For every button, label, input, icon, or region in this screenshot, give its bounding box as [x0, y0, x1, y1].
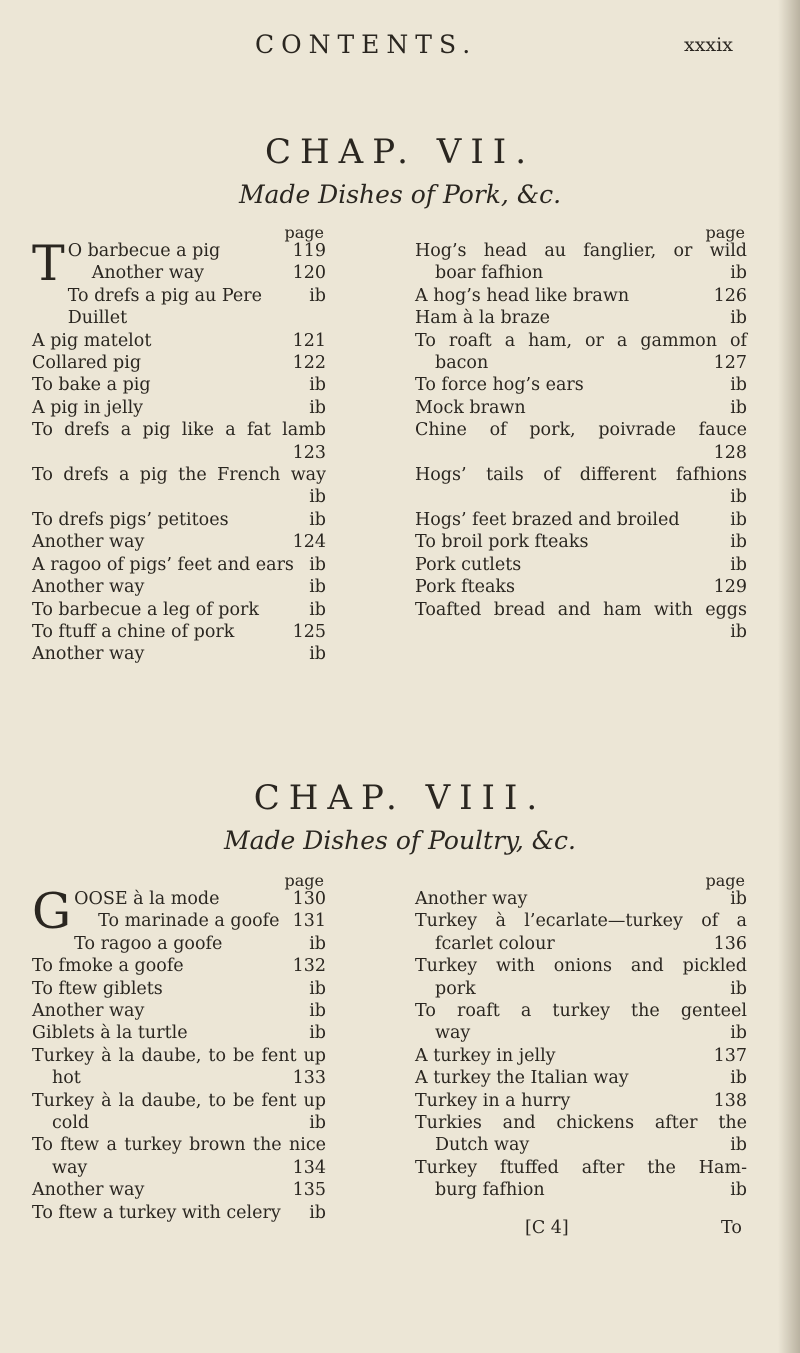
signature-mark: [C 4] — [525, 1218, 569, 1238]
entry-continuation-text: burg fafhion — [435, 1180, 545, 1201]
entry-continuation-text: boar fafhion — [435, 263, 544, 284]
entry-continuation — [32, 1067, 326, 1089]
entry-page: ib — [309, 375, 326, 396]
entry-page: ib — [730, 308, 747, 329]
contents-entry — [32, 531, 326, 553]
chapter-8-right-column — [415, 871, 747, 1202]
contents-entry — [415, 1112, 747, 1157]
contents-entry — [68, 285, 326, 330]
entry-continuation — [415, 262, 747, 284]
contents-entry — [32, 576, 326, 598]
contents-entry — [415, 1090, 747, 1112]
contents-entry — [74, 933, 326, 955]
entry-title: To marinade a goofe — [98, 911, 280, 932]
page-column-label: page — [705, 223, 745, 242]
entry-page: ib — [309, 599, 326, 620]
entry-page: ib — [309, 509, 326, 530]
entry-continuation — [415, 352, 747, 374]
entry-page: 127 — [713, 353, 747, 374]
entry-continuation-text: bacon — [435, 353, 489, 374]
entry-title: Ham à la braze — [415, 308, 551, 329]
entry-title: Another way — [32, 577, 145, 598]
chapter-8-left-column — [32, 871, 326, 1224]
contents-entry — [415, 397, 747, 419]
contents-entry — [415, 307, 747, 329]
entry-page: ib — [730, 487, 747, 508]
entry-title: To barbecue a leg of pork — [32, 599, 259, 620]
entry-title: A ragoo of pigs’ feet and ears — [32, 554, 294, 575]
contents-entry — [32, 1045, 326, 1090]
entry-title: Hogs’ feet brazed and broiled — [415, 509, 680, 530]
entry-title: Another way — [91, 263, 205, 284]
entry-title: To drefs a pig au Pere Duillet — [67, 285, 262, 329]
running-head-title: CONTENTS. — [255, 30, 478, 59]
contents-entry — [415, 330, 747, 375]
entry-continuation — [415, 442, 747, 464]
chapter-7-left-column — [32, 223, 326, 666]
entry-title: Pork fteaks — [415, 577, 516, 598]
page-edge-shadow — [778, 0, 800, 1353]
entry-page: 122 — [292, 353, 326, 374]
entry-page: ib — [309, 285, 326, 306]
chapter-8-subtitle: Made Dishes of Poultry, &c. — [224, 826, 576, 855]
contents-entry — [415, 509, 747, 531]
entry-page: ib — [309, 554, 326, 575]
entry-continuation-text: cold — [52, 1113, 90, 1134]
entry-page: ib — [730, 554, 747, 575]
entry-title: Another way — [32, 1001, 145, 1022]
contents-entry — [32, 352, 326, 374]
entry-title: To ftew a turkey brown the nice — [32, 1135, 326, 1156]
contents-entry — [32, 1202, 326, 1224]
entry-title: Another way — [32, 644, 145, 665]
entry-title: A pig matelot — [32, 330, 152, 351]
entry-title: To broil pork fteaks — [415, 532, 589, 553]
entry-continuation-text: hot — [52, 1068, 81, 1089]
entry-title: Turkey ftuffed after the Ham- — [415, 1157, 747, 1178]
entry-continuation — [415, 1022, 747, 1044]
entry-title: To ftew giblets — [32, 978, 163, 999]
entry-continuation — [415, 621, 747, 643]
contents-entry — [32, 1000, 326, 1022]
contents-entry — [32, 643, 326, 665]
contents-entry — [415, 955, 747, 1000]
entry-page: ib — [730, 1068, 747, 1089]
entry-continuation-text: pork — [435, 978, 476, 999]
entry-page: ib — [309, 978, 326, 999]
entry-page: ib — [309, 1001, 326, 1022]
contents-entry — [415, 888, 747, 910]
chapter-8-heading: CHAP. VIII. — [253, 778, 547, 818]
entry-page: ib — [309, 644, 326, 665]
entry-page: ib — [730, 1180, 747, 1201]
entry-title: Pork cutlets — [415, 554, 522, 575]
entry-title: Collared pig — [32, 353, 142, 374]
entry-page: 123 — [292, 442, 326, 463]
entry-title: O barbecue a pig — [67, 241, 221, 261]
page-column-label: page — [705, 871, 745, 890]
contents-entry — [32, 1090, 326, 1135]
entry-continuation-text: Dutch way — [435, 1135, 530, 1156]
entry-page: 120 — [292, 263, 326, 284]
entry-title: To roaft a ham, or a gammon of — [415, 330, 747, 351]
entry-page: ib — [730, 889, 747, 909]
contents-entry — [415, 554, 747, 576]
entry-title: A hog’s head like brawn — [415, 285, 630, 306]
entry-title: To drefs a pig like a fat lamb — [32, 420, 326, 441]
entry-page: ib — [730, 375, 747, 396]
contents-entry — [415, 531, 747, 553]
entry-continuation-text: way — [52, 1157, 88, 1178]
contents-entry — [415, 1000, 747, 1045]
entry-title: OOSE à la mode — [74, 889, 220, 909]
entry-page: ib — [309, 933, 326, 954]
contents-entry — [415, 285, 747, 307]
entry-page: 131 — [292, 911, 326, 932]
entry-continuation — [415, 1134, 747, 1156]
drop-cap-initial: G — [32, 883, 72, 940]
entry-title: To drefs a pig the French way — [32, 465, 326, 486]
contents-entry — [32, 419, 326, 464]
contents-entry — [74, 910, 326, 932]
contents-entry — [32, 554, 326, 576]
entry-page: 128 — [713, 442, 747, 463]
page-column-label: page — [284, 223, 324, 242]
contents-entry — [68, 262, 326, 284]
entry-title: Giblets à la turtle — [32, 1023, 188, 1044]
entry-continuation — [415, 486, 747, 508]
entry-page: ib — [309, 397, 326, 418]
entry-page: 138 — [713, 1090, 747, 1111]
entry-title: Turkey à l’ecarlate—turkey of a — [415, 911, 747, 932]
contents-entry — [32, 621, 326, 643]
entry-page: 135 — [292, 1180, 326, 1201]
chapter-7-right-column — [415, 223, 747, 643]
contents-entry — [415, 599, 747, 644]
contents-entry — [32, 1179, 326, 1201]
contents-entry — [415, 1157, 747, 1202]
chapter-7-subtitle: Made Dishes of Pork, &c. — [238, 180, 562, 209]
entry-title: To drefs pigs’ petitoes — [32, 509, 229, 530]
entry-continuation — [415, 933, 747, 955]
entry-page: ib — [730, 532, 747, 553]
entry-title: A turkey in jelly — [415, 1045, 556, 1066]
contents-entry — [32, 978, 326, 1000]
entry-title: Turkey in a hurry — [415, 1090, 571, 1111]
entry-page: 136 — [713, 933, 747, 954]
entry-continuation — [32, 442, 326, 464]
entry-continuation — [415, 1179, 747, 1201]
entry-page: ib — [309, 577, 326, 598]
entry-page: 126 — [713, 285, 747, 306]
contents-entry — [415, 374, 747, 396]
entry-page: 121 — [292, 330, 326, 351]
contents-entry — [415, 576, 747, 598]
contents-entry — [32, 955, 326, 977]
entry-page: ib — [309, 1202, 326, 1223]
entry-continuation — [32, 486, 326, 508]
catchword: To — [721, 1218, 742, 1238]
contents-entry — [74, 888, 326, 910]
entry-title: To force hog’s ears — [415, 375, 584, 396]
entry-continuation-text: way — [435, 1023, 471, 1044]
entry-page: 134 — [292, 1157, 326, 1178]
contents-entry — [415, 419, 747, 464]
contents-entry — [415, 910, 747, 955]
entry-title: Turkey with onions and pickled — [415, 956, 747, 977]
contents-entry — [415, 1067, 747, 1089]
entry-page: 130 — [292, 889, 326, 909]
entry-page: ib — [309, 1023, 326, 1044]
contents-entry — [415, 240, 747, 285]
entry-title: Another way — [32, 1180, 145, 1201]
running-head — [0, 30, 800, 70]
entry-title: To bake a pig — [32, 375, 151, 396]
entry-page: ib — [730, 509, 747, 530]
page-number: xxxix — [684, 34, 733, 56]
entry-page: 119 — [292, 241, 326, 261]
entry-page: 132 — [292, 956, 326, 977]
page-column-label: page — [284, 871, 324, 890]
contents-entry — [32, 374, 326, 396]
contents-entry — [32, 464, 326, 509]
entry-page: ib — [730, 397, 747, 418]
entry-title: To ragoo a goofe — [74, 933, 223, 954]
entry-title: Turkey à la daube, to be fent up — [32, 1090, 326, 1111]
entry-title: To fmoke a goofe — [32, 956, 184, 977]
contents-entry — [32, 509, 326, 531]
entry-title: Another way — [415, 889, 528, 909]
chapter-7-heading: CHAP. VII. — [264, 132, 536, 172]
entry-title: Toafted bread and ham with eggs — [415, 599, 747, 620]
entry-page: 129 — [713, 577, 747, 598]
entry-page: ib — [730, 621, 747, 642]
contents-entry — [32, 330, 326, 352]
entry-page: ib — [730, 263, 747, 284]
entry-continuation — [32, 1112, 326, 1134]
contents-entry — [68, 240, 326, 262]
entry-page: ib — [730, 1135, 747, 1156]
entry-continuation — [32, 1157, 326, 1179]
contents-entry — [32, 599, 326, 621]
entry-title: Hog’s head au fanglier, or wild — [415, 241, 747, 261]
entry-page: ib — [309, 1113, 326, 1134]
entry-page: 133 — [292, 1068, 326, 1089]
entry-title: Hogs’ tails of different fafhions — [415, 465, 747, 486]
entry-title: Mock brawn — [415, 397, 526, 418]
entry-title: To ftew a turkey with celery — [32, 1202, 281, 1223]
contents-entry — [32, 1134, 326, 1179]
entry-title: Chine of pork, poivrade fauce — [415, 420, 747, 441]
entry-title: A pig in jelly — [32, 397, 144, 418]
entry-title: Turkies and chickens after the — [415, 1113, 747, 1134]
entry-page: ib — [730, 1023, 747, 1044]
contents-entry — [415, 1045, 747, 1067]
entry-page: 137 — [713, 1045, 747, 1066]
entry-title: To roaft a turkey the genteel — [415, 1001, 747, 1022]
entry-page: 125 — [292, 621, 326, 642]
entry-continuation-text: fcarlet colour — [435, 933, 555, 954]
drop-cap-initial: T — [32, 235, 65, 292]
entry-title: Another way — [32, 532, 145, 553]
entry-title: A turkey the Italian way — [415, 1068, 629, 1089]
contents-entry — [415, 464, 747, 509]
entry-page: ib — [730, 978, 747, 999]
entry-continuation — [415, 978, 747, 1000]
entry-page: 124 — [292, 532, 326, 553]
entry-page: ib — [309, 487, 326, 508]
entry-title: To ftuff a chine of pork — [32, 621, 235, 642]
entry-title: Turkey à la daube, to be fent up — [32, 1045, 326, 1066]
contents-entry — [32, 1022, 326, 1044]
contents-entry — [32, 397, 326, 419]
